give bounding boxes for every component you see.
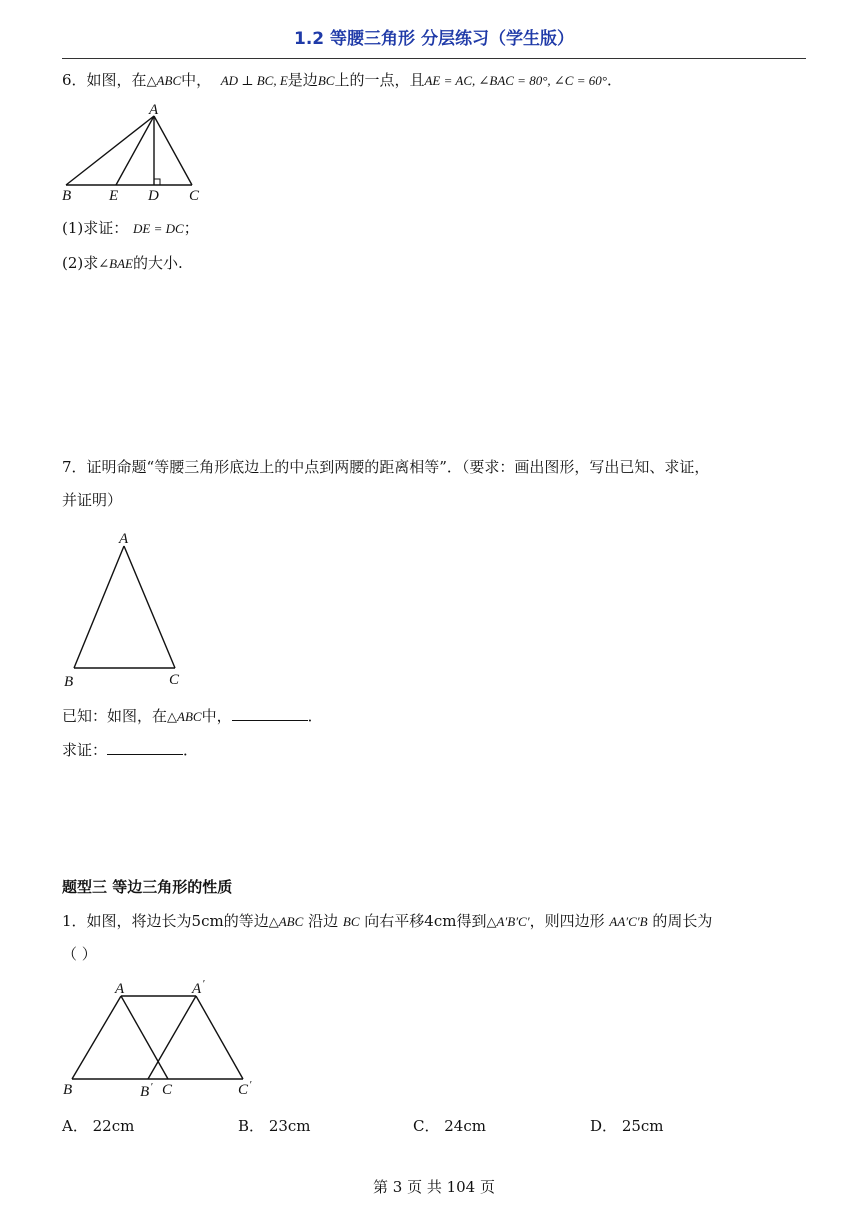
- header-divider: [62, 58, 806, 59]
- q7-known-end: ．: [307, 707, 323, 725]
- q6-right-angle-mark: [154, 179, 160, 185]
- q1-label-a-prime: A′: [192, 978, 205, 997]
- q1-option-b-letter: B．: [238, 1117, 265, 1135]
- q1-option-c-letter: C．: [413, 1117, 440, 1135]
- q1-side-ab: [72, 996, 121, 1079]
- section-3-title: 题型三 等边三角形的性质: [62, 878, 233, 896]
- q1-text-6: ，则四边形: [529, 912, 605, 930]
- q6-label-b: B: [62, 188, 72, 204]
- q1-answer-paren: （ ）: [62, 945, 97, 963]
- q1-side-a-prime-b-prime: [148, 996, 196, 1079]
- q6-text-1: 如图，在: [86, 71, 147, 89]
- q1-option-a-letter: A．: [62, 1117, 88, 1135]
- q6-part2-prefix: (2)求: [62, 254, 99, 272]
- q1-bc: BC: [342, 914, 360, 929]
- q7-prove-blank[interactable]: [107, 740, 183, 755]
- q1-label-c-prime: C′: [238, 1079, 252, 1098]
- q7-prove-end: ．: [183, 741, 199, 759]
- q7-known-blank[interactable]: [232, 706, 308, 721]
- q6-part2-expression: ∠BAE: [98, 256, 133, 271]
- q6-condition-2: AE = AC, ∠BAC = 80°, ∠C = 60°: [424, 73, 607, 88]
- q1-stem: [62, 911, 712, 932]
- q6-tri-abc: △ABC: [146, 73, 182, 88]
- page-header-title: 1.2 等腰三角形 分层练习（学生版）: [294, 29, 574, 49]
- q1-option-d[interactable]: [590, 1116, 664, 1136]
- q6-part1-expression: DE = DC: [133, 221, 184, 236]
- q1-text-5: 得到: [456, 912, 487, 930]
- q1-tri-prime: △A′B′C′: [486, 914, 530, 929]
- q1-quadrilateral: AA′C′B: [609, 914, 648, 929]
- q1-option-d-value: 25cm: [621, 1117, 664, 1135]
- q1-option-c[interactable]: [413, 1116, 486, 1136]
- q6-part2-suffix: 的大小.: [132, 254, 183, 272]
- q7-known-triangle: △ABC: [167, 709, 202, 724]
- q6-number: 6．: [62, 71, 87, 89]
- q6-part-1: [62, 218, 199, 239]
- q6-label-d: D: [148, 188, 159, 204]
- q1-text-4: 向右平移: [364, 912, 425, 930]
- q1-text-2: 的等边: [223, 912, 269, 930]
- q1-text-1: 1．如图，将边长为: [62, 912, 192, 930]
- q7-line-1: 7．证明命题“等腰三角形底边上的中点到两腰的距离相等”．（要求：画出图形，写出已知、求证，: [62, 458, 710, 476]
- q6-part1-suffix: ；: [183, 219, 199, 237]
- q7-known-prefix: 已知：如图，在: [62, 707, 168, 725]
- q1-side-a-prime-c-prime: [196, 996, 243, 1079]
- q1-text-7: 的周长为: [652, 912, 713, 930]
- q1-label-a: A: [115, 981, 125, 997]
- q6-label-c: C: [189, 188, 200, 204]
- q6-figure: [56, 98, 216, 208]
- q7-label-b: B: [64, 674, 74, 690]
- q1-option-c-value: 24cm: [444, 1117, 486, 1135]
- q1-text-3: 沿边: [308, 912, 339, 930]
- q6-label-e: E: [109, 188, 119, 204]
- q7-figure: [58, 527, 198, 693]
- q1-option-a[interactable]: [62, 1116, 134, 1136]
- q1-label-b-prime: B′: [140, 1081, 153, 1100]
- q6-side-ac: [154, 116, 192, 185]
- q7-known-middle: 中，: [201, 707, 232, 725]
- q6-label-a: A: [149, 102, 159, 118]
- q6-text-3: 是边: [287, 71, 318, 89]
- q1-option-a-value: 22cm: [92, 1117, 135, 1135]
- q7-label-a: A: [119, 531, 129, 547]
- q1-option-b[interactable]: [238, 1116, 311, 1136]
- q7-label-c: C: [169, 672, 180, 688]
- q1-label-c: C: [162, 1082, 173, 1098]
- q7-side-ac: [124, 546, 175, 668]
- q6-part-2: [62, 253, 183, 274]
- q6-text-2: 中，: [181, 71, 212, 89]
- q7-prove-prefix: 求证：: [62, 741, 108, 759]
- q6-text-5: ．: [606, 71, 622, 89]
- q1-option-b-value: 23cm: [268, 1117, 311, 1135]
- q6-part1-prefix: (1)求证：: [62, 219, 129, 237]
- q7-line-2: 并证明）: [62, 491, 123, 509]
- q1-label-b: B: [63, 1082, 73, 1098]
- q1-tri-abc: △ABC: [268, 914, 304, 929]
- q6-text-4: 上的一点，且: [334, 71, 425, 89]
- q1-length: 5cm: [191, 912, 224, 930]
- q6-side-ab: [66, 116, 154, 185]
- q7-prove: [62, 740, 198, 760]
- q1-figure: [58, 976, 268, 1104]
- q1-shift: 4cm: [424, 912, 457, 930]
- q1-option-d-letter: D．: [590, 1117, 618, 1135]
- q1-side-ac: [121, 996, 168, 1079]
- q6-bc: BC: [317, 73, 335, 88]
- page-number-footer: 第 3 页 共 104 页: [372, 1178, 495, 1196]
- q6-condition-1: AD ⊥ BC, E: [220, 73, 288, 88]
- q6-segment-ae: [116, 116, 154, 185]
- q6-stem: [62, 70, 622, 91]
- q7-known: [62, 706, 323, 727]
- q7-side-ab: [74, 546, 124, 668]
